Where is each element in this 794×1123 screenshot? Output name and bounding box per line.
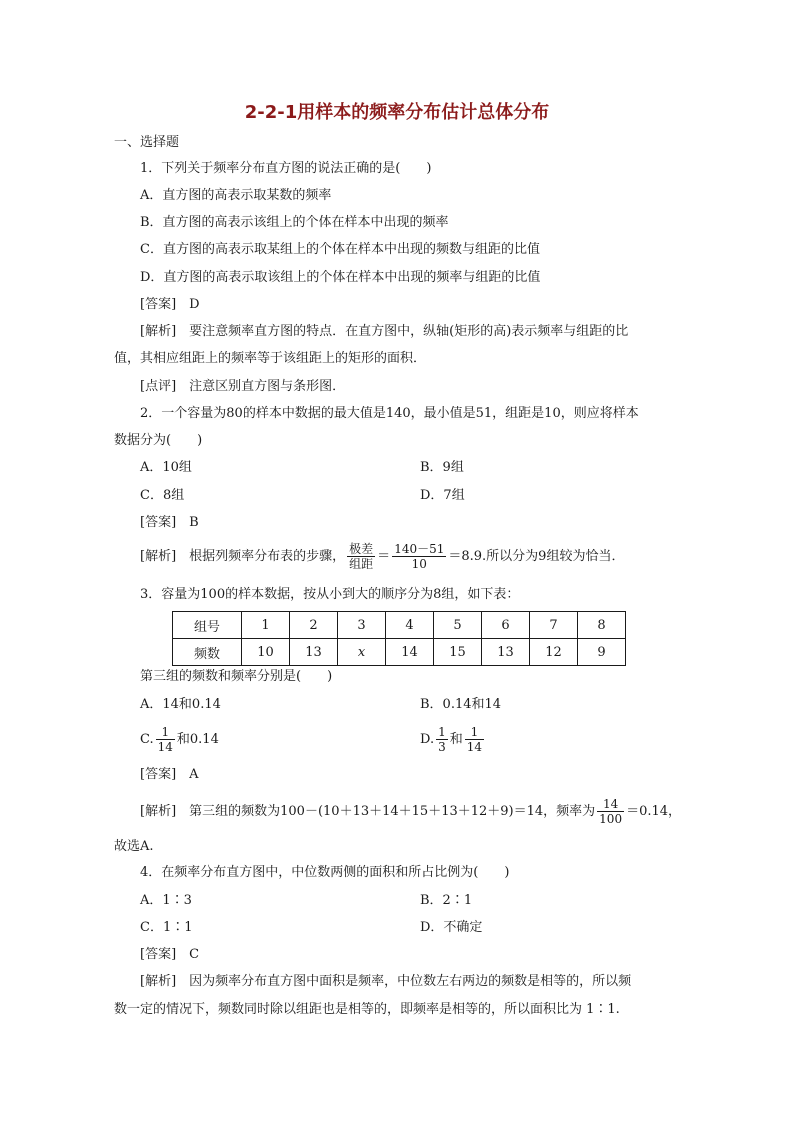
table-row [173,639,626,666]
option-label: D. [420,732,435,747]
fraction [156,725,175,754]
q4-option-c: C．1∶1 [140,920,193,935]
q4-stem: 4．在频率分布直方图中，中位数两侧的面积和所占比例为( ) [140,865,510,880]
q4-analysis-line1: [解析] 因为频率分布直方图中面积是频率，中位数左右两边的频数是相等的，所以频 [140,974,632,989]
q3-analysis-line2: 故选A. [114,839,154,854]
q2-stem-line2: 数据分为( ) [114,433,203,448]
q2-analysis [140,540,624,574]
q4-option-a: A．1∶3 [140,893,192,908]
table-cell: 9 [578,639,626,666]
option-text: 和 [449,732,463,747]
q3-question: 第三组的频数和频率分别是( ) [140,669,333,684]
q2-analysis-suffix: ＝8.9.所以分为9组较为恰当． [448,549,625,564]
q3-option-c [140,723,219,757]
q2-answer: [答案] B [140,515,199,530]
fraction-numerator: 1 [465,725,484,740]
q4-answer: [答案] C [140,947,200,962]
q3-analysis-prefix: [解析] 第三组的频数为100－(10＋13＋14＋15＋13＋12＋9)＝14，频率为 [140,804,596,819]
table-cell: 3 [338,612,386,639]
fraction [597,797,624,826]
option-text: 和0.14 [176,732,219,747]
q2-option-d: D．7组 [420,488,465,503]
fraction-numerator: 1 [438,725,446,739]
q1-stem: 1．下列关于频率分布直方图的说法正确的是( ) [140,161,432,176]
fraction [436,725,448,754]
q1-answer: [答案] D [140,297,200,312]
fraction-calculation [392,542,446,571]
table-cell: 5 [434,612,482,639]
table-cell: 12 [530,639,578,666]
fraction-numerator: 极差 [349,542,374,556]
table-cell: 6 [482,612,530,639]
table-cell: 2 [290,612,338,639]
table-cell: 10 [242,639,290,666]
q1-analysis-line1: [解析] 要注意频率直方图的特点．在直方图中，纵轴(矩形的高)表示频率与组距的比 [140,324,629,339]
fraction-numerator: 14 [597,797,624,812]
table-cell: 14 [386,639,434,666]
q1-option-b: B．直方图的高表示该组上的个体在样本中出现的频率 [140,215,449,230]
table-cell: 组号 [173,612,242,639]
q2-option-b: B．9组 [420,460,464,475]
q2-option-a: A．10组 [140,460,192,475]
fraction-denominator: 100 [599,812,623,826]
q3-option-a: A．14和0.14 [140,697,221,712]
q1-option-c: C．直方图的高表示取某组上的个体在样本中出现的频数与组距的比值 [140,242,540,257]
q1-analysis-line2: 值，其相应组距上的频率等于该组距上的矩形的面积． [114,351,427,366]
table-cell: 7 [530,612,578,639]
q3-stem: 3．容量为100的样本数据，按从小到大的顺序分为8组，如下表： [140,587,520,602]
fraction-denominator: 14 [157,740,173,754]
table-cell: 13 [482,639,530,666]
q3-analysis-line1 [140,795,681,829]
table-cell: 15 [434,639,482,666]
fraction-range-over-width [347,542,375,571]
page-title: 2-2-1用样本的频率分布估计总体分布 [244,102,550,123]
table-cell: 频数 [173,639,242,666]
frequency-table [172,611,626,666]
q2-stem-line1: 2．一个容量为80的样本中数据的最大值是140，最小值是51，组距是10，则应将样本 [140,406,639,421]
table-cell: 13 [290,639,338,666]
q1-option-d: D．直方图的高表示取该组上的个体在样本中出现的频率与组距的比值 [140,270,541,285]
table-cell: 1 [242,612,290,639]
table-row [173,612,626,639]
q3-analysis-suffix: ＝0.14， [626,804,682,819]
equals-sign: ＝ [377,549,391,564]
q1-comment: [点评] 注意区别直方图与条形图． [140,379,346,394]
table-cell: 4 [386,612,434,639]
q4-option-d: D．不确定 [420,920,483,935]
q4-option-b: B．2∶1 [420,893,473,908]
table-cell: 8 [578,612,626,639]
fraction-denominator: 组距 [349,557,374,571]
fraction [465,725,484,754]
fraction-denominator: 3 [438,740,446,754]
q3-option-b: B．0.14和14 [420,697,502,712]
section-heading: 一、选择题 [114,135,180,150]
q3-option-d [420,723,486,757]
fraction-denominator: 14 [466,740,483,754]
q2-option-c: C．8组 [140,488,185,503]
q3-answer: [答案] A [140,767,199,782]
q2-analysis-prefix: [解析] 根据列频率分布表的步骤， [140,549,346,564]
q1-option-a: A．直方图的高表示取某数的频率 [140,188,332,203]
fraction-numerator: 1 [156,725,175,740]
table-cell: x [338,639,386,666]
option-label: C. [140,732,154,747]
q4-analysis-line2: 数一定的情况下，频数同时除以组距也是相等的，即频率是相等的，所以面积比为 1∶1. [114,1002,620,1017]
fraction-numerator: 140－51 [394,542,445,556]
fraction-denominator: 10 [411,557,427,571]
